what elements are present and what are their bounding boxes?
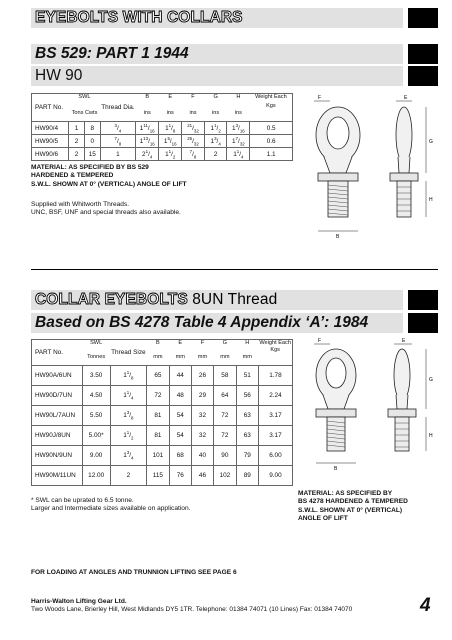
cell-g: 72 bbox=[214, 426, 237, 446]
cell-thread: 2 bbox=[110, 466, 146, 486]
section2-title-tab bbox=[408, 290, 438, 310]
cell-swl-cwts: 8 bbox=[84, 122, 100, 135]
section2-notes: * SWL can be uprated to 6.5 tonne. Larger and Intermediate sizes available on application. bbox=[31, 497, 191, 513]
cell-swl-tons: 2 bbox=[69, 135, 85, 148]
cell-g: 64 bbox=[214, 386, 237, 406]
cell-swl: 12.00 bbox=[82, 466, 110, 486]
section2-material: MATERIAL: AS SPECIFIED BY BS 4278 HARDENED & TEMPERED S.W.L. SHOWN AT 0° (VERTICAL) ANGLE OF LIFT bbox=[298, 490, 408, 523]
diagram1-label-h: H bbox=[429, 197, 433, 203]
col-part: PART No. bbox=[32, 94, 69, 122]
cell-thread: $1^3/_8$ bbox=[110, 406, 146, 426]
cell-thread: $1^3/_4$ bbox=[110, 446, 146, 466]
cell-h: 63 bbox=[236, 406, 258, 426]
col-thread: Thread Dia. bbox=[100, 94, 135, 122]
section2-standard: Based on BS 4278 Table 4 Appendix ‘A’: 1984 bbox=[35, 314, 369, 331]
cell-swl: 5.50 bbox=[82, 406, 110, 426]
cell-weight: 0.6 bbox=[250, 135, 293, 148]
cell-b: 81 bbox=[147, 406, 170, 426]
cell-weight: 3.17 bbox=[258, 406, 292, 426]
cell-f: 32 bbox=[191, 426, 213, 446]
cell-h: 79 bbox=[236, 446, 258, 466]
cell-swl: 5.00* bbox=[82, 426, 110, 446]
section1-standard-tab bbox=[408, 44, 438, 64]
cell-h: 89 bbox=[236, 466, 258, 486]
eyebolt-diagram-2 bbox=[300, 337, 440, 485]
table-row bbox=[32, 148, 293, 161]
col-swl: SWL Tons Cwts bbox=[69, 94, 100, 122]
cell-weight: 2.24 bbox=[258, 386, 292, 406]
diagram1-label-b: B bbox=[336, 234, 340, 240]
footer-company: Harris-Walton Lifting Gear Ltd. bbox=[31, 598, 127, 605]
diagram1-label-f: F bbox=[318, 95, 322, 101]
cell-part: HW90/4 bbox=[32, 122, 69, 135]
cell-f: 29 bbox=[191, 386, 213, 406]
cell-swl-tons: 1 bbox=[69, 122, 85, 135]
cell-f: $^{21}/_{32}$ bbox=[182, 122, 205, 135]
col2-part: PART No. bbox=[32, 340, 83, 366]
table-row bbox=[32, 446, 293, 466]
cell-b: $2^1/_4$ bbox=[136, 148, 159, 161]
diagram2-label-g: G bbox=[429, 377, 433, 383]
cell-h: $1^7/_{32}$ bbox=[227, 135, 250, 148]
cell-thread: $^3/_4$ bbox=[100, 122, 135, 135]
cell-weight: 3.17 bbox=[258, 426, 292, 446]
table-row bbox=[32, 386, 293, 406]
col2-weight: Weight Each Kgs bbox=[258, 340, 292, 366]
cell-b: 65 bbox=[147, 366, 170, 386]
cell-g: 90 bbox=[214, 446, 237, 466]
cell-part: HW90A/6UN bbox=[32, 366, 83, 386]
table-row bbox=[32, 366, 293, 386]
col2-thread: Thread Size bbox=[110, 340, 146, 366]
section1-title-tab bbox=[408, 8, 438, 28]
cell-thread: $1^1/_8$ bbox=[110, 366, 146, 386]
cell-part: HW90/6 bbox=[32, 148, 69, 161]
cell-e: $1^1/_2$ bbox=[159, 148, 182, 161]
cell-weight: 0.5 bbox=[250, 122, 293, 135]
cell-h: $1^3/_{16}$ bbox=[227, 122, 250, 135]
collar-eyebolts-spec-table bbox=[31, 339, 293, 486]
section1-supply-note: Supplied with Whitworth Threads. UNC, BSF, UNF and special threads also available. bbox=[31, 201, 181, 217]
cell-b: 81 bbox=[147, 426, 170, 446]
diagram2-label-b: B bbox=[334, 466, 338, 472]
diagram1-label-g: G bbox=[429, 139, 433, 145]
cell-g: 58 bbox=[214, 366, 237, 386]
cell-swl: 3.50 bbox=[82, 366, 110, 386]
cell-swl-cwts: 0 bbox=[84, 135, 100, 148]
cell-weight: 9.00 bbox=[258, 466, 292, 486]
col2-g: G mm bbox=[214, 340, 237, 366]
col-g: G ins bbox=[204, 94, 227, 122]
col-e: E ins bbox=[159, 94, 182, 122]
cell-part: HW90M/11UN bbox=[32, 466, 83, 486]
cell-thread: $1^1/_2$ bbox=[110, 426, 146, 446]
section1-series-band bbox=[31, 66, 403, 86]
page-number: 4 bbox=[420, 595, 431, 616]
cell-e: 76 bbox=[169, 466, 191, 486]
eyebolts-spec-table bbox=[31, 93, 293, 161]
cell-b: 72 bbox=[147, 386, 170, 406]
cell-thread: $^7/_8$ bbox=[100, 135, 135, 148]
cell-part: HW90D/7UN bbox=[32, 386, 83, 406]
col-h: H ins bbox=[227, 94, 250, 122]
cell-f: 46 bbox=[191, 466, 213, 486]
cell-f: 32 bbox=[191, 406, 213, 426]
section-divider bbox=[31, 269, 438, 270]
cell-b: $1^{11}/_{16}$ bbox=[136, 122, 159, 135]
col2-e: E mm bbox=[169, 340, 191, 366]
cell-swl: 9.00 bbox=[82, 446, 110, 466]
section1-material: MATERIAL: AS SPECIFIED BY BS 529 HARDENED & TEMPERED S.W.L. SHOWN AT 0° (VERTICAL) ANGLE OF LIFT bbox=[31, 164, 187, 188]
col2-f: F mm bbox=[191, 340, 213, 366]
loading-note: FOR LOADING AT ANGLES AND TRUNNION LIFTING SEE PAGE 6 bbox=[31, 569, 237, 576]
cell-f: 26 bbox=[191, 366, 213, 386]
section1-series: HW 90 bbox=[35, 67, 83, 84]
cell-thread: 1 bbox=[100, 148, 135, 161]
cell-g: 2 bbox=[204, 148, 227, 161]
table-header-row bbox=[32, 94, 293, 122]
cell-e: 48 bbox=[169, 386, 191, 406]
diagram2-label-e: E bbox=[402, 338, 406, 344]
cell-part: HW90L/7AUN bbox=[32, 406, 83, 426]
table-row bbox=[32, 426, 293, 446]
table-row bbox=[32, 135, 293, 148]
cell-h: 63 bbox=[236, 426, 258, 446]
table-row bbox=[32, 406, 293, 426]
cell-f: $^{25}/_{32}$ bbox=[182, 135, 205, 148]
col-weight: Weight Each Kgs bbox=[250, 94, 293, 122]
cell-h: 51 bbox=[236, 366, 258, 386]
cell-h: 56 bbox=[236, 386, 258, 406]
cell-h: $1^1/_4$ bbox=[227, 148, 250, 161]
cell-g: 72 bbox=[214, 406, 237, 426]
diagram1-label-e: E bbox=[404, 95, 408, 101]
col2-h: H mm bbox=[236, 340, 258, 366]
section2-standard-tab bbox=[408, 313, 438, 333]
cell-swl-tons: 2 bbox=[69, 148, 85, 161]
cell-b: 101 bbox=[147, 446, 170, 466]
section1-standard: BS 529: PART 1 1944 bbox=[35, 45, 189, 62]
cell-g: 102 bbox=[214, 466, 237, 486]
cell-e: $1^5/_{16}$ bbox=[159, 135, 182, 148]
cell-part: HW90J/8UN bbox=[32, 426, 83, 446]
cell-swl-cwts: 15 bbox=[84, 148, 100, 161]
cell-weight: 1.78 bbox=[258, 366, 292, 386]
cell-thread: $1^1/_4$ bbox=[110, 386, 146, 406]
section1-title: EYEBOLTS WITH COLLARS bbox=[35, 9, 243, 26]
cell-part: HW90/5 bbox=[32, 135, 69, 148]
diagram2-label-f: F bbox=[318, 338, 322, 344]
cell-e: 54 bbox=[169, 406, 191, 426]
cell-b: 115 bbox=[147, 466, 170, 486]
cell-weight: 1.1 bbox=[250, 148, 293, 161]
cell-e: 44 bbox=[169, 366, 191, 386]
col-f: F ins bbox=[182, 94, 205, 122]
col2-swl: SWL Tonnes bbox=[82, 340, 110, 366]
cell-f: $^7/_8$ bbox=[182, 148, 205, 161]
cell-e: 68 bbox=[169, 446, 191, 466]
table2-header-row bbox=[32, 340, 293, 366]
footer-address: Two Woods Lane, Brierley Hill, West Midlands DY5 1TR. Telephone: 01384 74071 (10 Lines) Fax: 01384 74070 bbox=[31, 606, 353, 613]
cell-f: 40 bbox=[191, 446, 213, 466]
cell-g: $1^1/_2$ bbox=[204, 122, 227, 135]
col2-b: B mm bbox=[147, 340, 170, 366]
cell-e: $1^1/_8$ bbox=[159, 122, 182, 135]
col-b: B ins bbox=[136, 94, 159, 122]
table-row bbox=[32, 466, 293, 486]
cell-weight: 6.00 bbox=[258, 446, 292, 466]
cell-swl: 4.50 bbox=[82, 386, 110, 406]
cell-b: $1^{13}/_{16}$ bbox=[136, 135, 159, 148]
diagram2-label-h: H bbox=[429, 433, 433, 439]
cell-part: HW90N/9UN bbox=[32, 446, 83, 466]
eyebolt-diagram-1 bbox=[300, 93, 440, 263]
table-row bbox=[32, 122, 293, 135]
section1-series-tab bbox=[408, 66, 438, 86]
cell-e: 54 bbox=[169, 426, 191, 446]
section2-title: COLLAR EYEBOLTS 8UN Thread bbox=[35, 291, 278, 308]
cell-g: $1^3/_4$ bbox=[204, 135, 227, 148]
